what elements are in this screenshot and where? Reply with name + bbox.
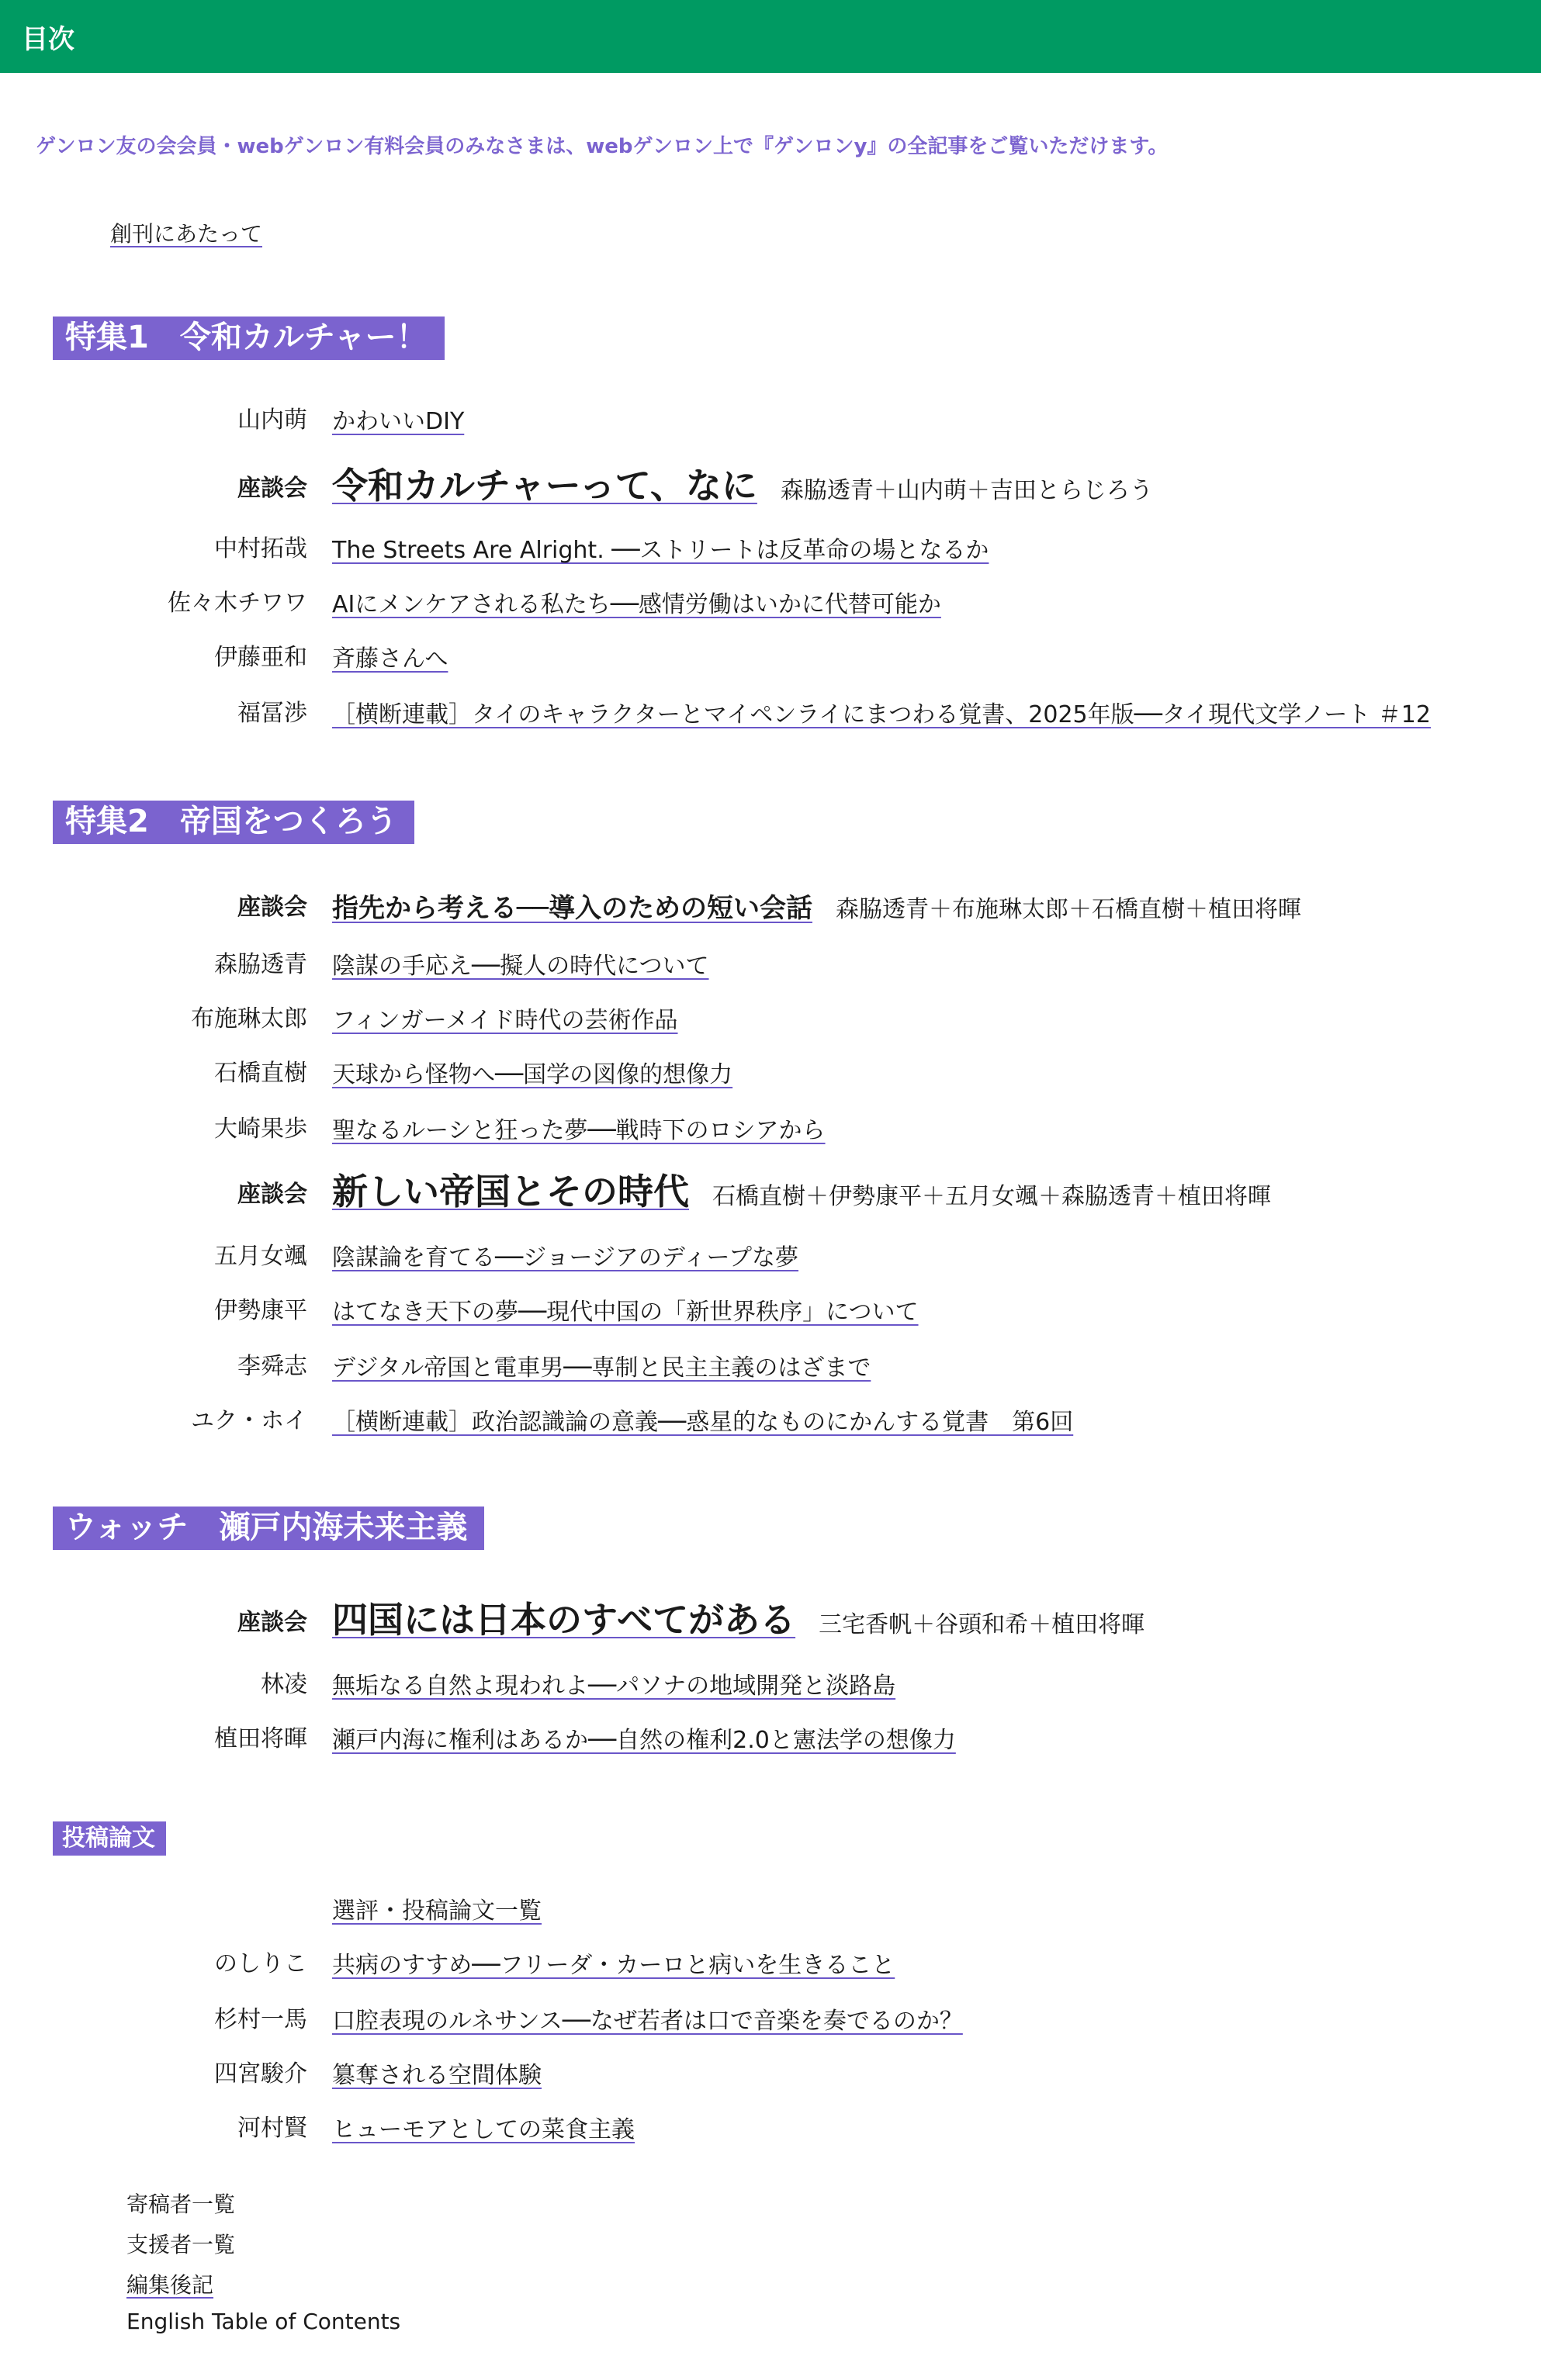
entry-title-link[interactable]: デジタル帝国と電車男──専制と民主主義のはざまで [332, 1354, 871, 1382]
entry-title-link[interactable]: 天球から怪物へ──国学の図像的想像力 [332, 1061, 733, 1088]
entry-author: 伊勢康平 [214, 1297, 307, 1324]
entry-author: 福冨渉 [237, 700, 307, 727]
toc-entry [0, 1598, 1541, 1645]
entry-title-link[interactable]: 指先から考える──導入のための短い会話 [332, 893, 812, 924]
entry-title-link[interactable]: AIにメンケアされる私たち──感情労働はいかに代替可能か [332, 591, 941, 618]
entry-title-link[interactable]: 斉藤さんへ [332, 645, 448, 673]
toc-entry [0, 1170, 1541, 1216]
contributors-link[interactable]: 寄稿者一覧 [126, 2191, 236, 2217]
entry-title-link[interactable]: 新しい帝国とその時代 [332, 1171, 689, 1212]
entry-title-link[interactable]: 瀬戸内海に権利はあるか──自然の権利2.0と憲法学の想像力 [332, 1727, 956, 1754]
entry-title-link[interactable]: 共病のすすめ──フリーダ・カーロと病いを生きること [332, 1952, 895, 1979]
toc-entry [0, 2050, 1541, 2096]
toc-entry [0, 689, 1541, 735]
entry-title [332, 1592, 1144, 1643]
entry-author: 李舜志 [237, 1353, 307, 1380]
entry-author: 杉村一馬 [214, 2006, 307, 2033]
header-bar [0, 0, 1541, 73]
toc-entry [0, 633, 1541, 680]
entry-title-link[interactable]: 無垢なる自然よ現われよ──パソナの地域開発と淡路島 [332, 1673, 896, 1700]
entry-author: 五月女颯 [214, 1243, 307, 1270]
toc-entry [0, 995, 1541, 1041]
section-2-label: 特集2 帝国をつくろう [53, 801, 414, 844]
entry-author: 河村賢 [237, 2115, 307, 2142]
toc-entry [0, 396, 1541, 442]
entry-title-link[interactable]: かわいいDIY [332, 408, 465, 435]
entry-author: 石橋直樹 [214, 1060, 307, 1087]
entry-author: 座談会 [237, 1609, 307, 1636]
entry-author: 佐々木チワワ [168, 590, 307, 617]
member-notice: ゲンロン友の会会員・webゲンロン有料会員のみなさまは、webゲンロン上で『ゲンロンy』の全記事をご覧いただけます。 [36, 135, 1169, 158]
toc-entry [0, 1286, 1541, 1333]
entry-author: 四宮駿介 [214, 2060, 307, 2088]
toc-entry [0, 464, 1541, 510]
supporters-link[interactable]: 支援者一覧 [126, 2232, 236, 2257]
entry-title-link[interactable]: 令和カルチャーって、なに [332, 465, 757, 507]
entry-author: 布施琳太郎 [191, 1005, 307, 1033]
entry-title-link[interactable]: はてなき天下の夢──現代中国の「新世界秩序」について [332, 1299, 919, 1326]
entry-author: 林凌 [261, 1671, 307, 1698]
toc-entry [0, 579, 1541, 625]
entry-author: 大崎果歩 [214, 1116, 307, 1143]
section-1-label: 特集1 令和カルチャー！ [53, 317, 445, 360]
entry-title-link[interactable]: ［横断連載］タイのキャラクターとマイペンライにまつわる覚書、2025年版──タイ現代文学ノート ＃12 [332, 701, 1431, 728]
entry-title [332, 1164, 1271, 1215]
entry-title-link[interactable]: 陰謀の手応え──擬人の時代について [332, 953, 709, 980]
entry-title [332, 887, 1301, 925]
toc-entry [0, 1342, 1541, 1389]
toc-entry [0, 1049, 1541, 1095]
section-3-label: ウォッチ 瀬戸内海未来主義 [53, 1507, 484, 1550]
entry-title-link[interactable]: フィンガーメイド時代の芸術作品 [332, 1007, 678, 1034]
entry-author: 植田将暉 [214, 1725, 307, 1752]
entry-author: 伊藤亜和 [214, 644, 307, 671]
entry-participants: 石橋直樹＋伊勢康平＋五月女颯＋森脇透青＋植田将暉 [712, 1183, 1271, 1210]
entry-title-link[interactable]: ヒューモアとしての菜食主義 [332, 2116, 635, 2143]
entry-participants: 三宅香帆＋谷頭和希＋植田将暉 [819, 1611, 1145, 1638]
entry-author: 山内萌 [237, 406, 307, 434]
entry-participants: 森脇透青＋山内萌＋吉田とらじろう [780, 477, 1153, 504]
toc-entry [0, 524, 1541, 571]
entry-author: のしりこ [214, 1950, 307, 1977]
toc-entry [0, 1232, 1541, 1278]
entry-title-link[interactable]: 陰謀論を育てる──ジョージアのディープな夢 [332, 1244, 799, 1271]
entry-title-link[interactable]: 選評・投稿論文一覧 [332, 1897, 542, 1925]
editors-note-link[interactable]: 編集後記 [126, 2272, 214, 2298]
toc-entry [0, 1939, 1541, 1986]
entry-title-link[interactable]: ［横断連載］政治認識論の意義──惑星的なものにかんする覚書 第6回 [332, 1409, 1074, 1436]
entry-title-link[interactable]: 四国には日本のすべてがある [332, 1599, 796, 1641]
entry-author: 座談会 [237, 475, 307, 502]
entry-author: 座談会 [237, 1181, 307, 1208]
entry-title [332, 458, 1153, 509]
toc-entry [0, 1396, 1541, 1443]
toc-entry [0, 1660, 1541, 1707]
intro-link[interactable]: 創刊にあたって [110, 221, 263, 247]
toc-entry [0, 1885, 1541, 1932]
section-4-label: 投稿論文 [53, 1821, 166, 1856]
toc-entry [0, 883, 1541, 929]
toc-entry [0, 2104, 1541, 2150]
entry-title-link[interactable]: 簒奪される空間体験 [332, 2062, 542, 2089]
entry-title-link[interactable]: The Streets Are Alright. ──ストリートは反革命の場となるか [332, 537, 989, 564]
english-toc-link[interactable]: English Table of Contents [126, 2309, 401, 2334]
entry-author: 森脇透青 [214, 951, 307, 978]
toc-entry [0, 940, 1541, 987]
entry-author: 中村拓哉 [214, 535, 307, 562]
entry-author: ユク・ホイ [191, 1407, 307, 1434]
entry-author: 座談会 [237, 894, 307, 921]
page-title: 目次 [22, 23, 74, 55]
toc-entry [0, 1714, 1541, 1761]
toc-entry [0, 1105, 1541, 1151]
entry-title-link[interactable]: 聖なるルーシと狂った夢──戦時下のロシアから [332, 1117, 826, 1144]
entry-participants: 森脇透青＋布施琳太郎＋石橋直樹＋植田将暉 [835, 896, 1301, 923]
toc-entry [0, 1995, 1541, 2042]
entry-title-link[interactable]: 口腔表現のルネサンス──なぜ若者は口で音楽を奏でるのか？ [332, 2008, 963, 2035]
